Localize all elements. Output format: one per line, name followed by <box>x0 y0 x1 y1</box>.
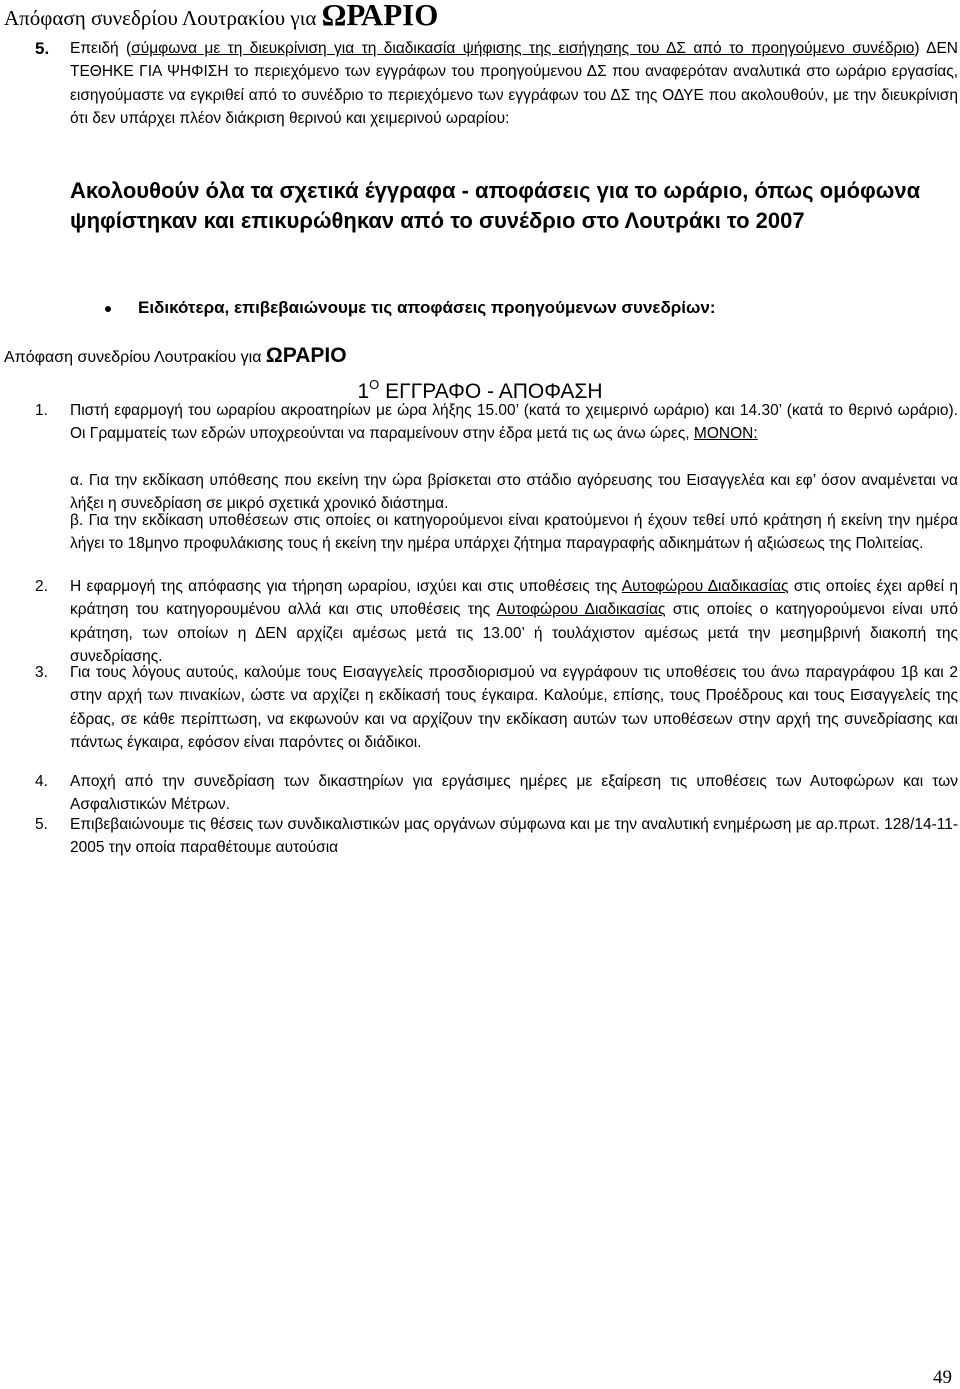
item-5-number: 5. <box>35 39 50 58</box>
item-2-text-2: στις οποίες έχει αρθεί η κράτηση του κατηγορουμένου αλλά και στις υποθέσεις της <box>70 578 958 619</box>
header-prefix: Απόφαση συνεδρίου Λουτρακίου για <box>4 6 317 30</box>
bullet-icon <box>105 306 111 312</box>
item-2-text-3: στις οποίες ο κατηγορούμενοι είναι υπό κράτηση, των οποίων η ΔΕΝ αρχίζει αμέσως μετά τις 13.00’ ή τουλάχιστον αμέσως μετά την μεσημβρινή διακοπή της συνεδρίασης. <box>70 601 958 665</box>
item-5-paragraph <box>70 37 958 130</box>
item-3-paragraph: Για τους λόγους αυτούς, καλούμε τους Εισαγγελείς προσδιορισμού να εγγράφουν τις υποθέσεις του άνω παραγράφου 1β και 2 στην αρχή των πινακίων, ώστε να αρχίζει η εκδίκασή τους έγκαιρα. Καλούμε, επίσης, τους Προέδρους και τους Εισαγγελείς της έδρας, σε κάθε περίπτωση, να εκφωνούν και να αρχίζουν την εκδίκαση αυτών των υποθέσεων στην αρχή της συνεδρίασης και πάντως έγκαιρα, εφόσον είναι παρόντες οι διάδικοι. <box>70 664 958 751</box>
decision-topic: ΩΡΑΡΙΟ <box>265 344 347 367</box>
bold-heading: Ακολουθούν όλα τα σχετικά έγγραφα - αποφάσεις για το ωράριο, όπως ομόφωνα ψηφίστηκαν και επικυρώθηκαν από το συνέδριο στο Λουτράκι το 2007 <box>70 178 921 233</box>
doc-title-superscript: Ο <box>369 377 380 392</box>
running-header <box>4 0 438 33</box>
item-2-underlined-2: Αυτοφώρου Διαδικασίας <box>496 601 666 619</box>
item-5-text-start: Επειδή ( <box>70 40 132 57</box>
item-4-paragraph: Αποχή από την συνεδρίαση των δικαστηρίων για εργάσιμες ημέρες με εξαίρεση τις υποθέσεις των Αυτοφώρων και των Ασφαλιστικών Μέτρων. <box>70 773 958 814</box>
item-3-number: 3. <box>35 664 48 681</box>
item-5-text-rest: ) ΔΕΝ ΤΕΘΗΚΕ ΓΙΑ ΨΗΦΙΣΗ το περιεχόμενο των εγγράφων του προηγούμενου ΔΣ που αναφερόταν αναλυτικά στο ωράριο εργασίας, εισηγούμαστε να εγκριθεί από το συνέδριο το περιεχόμενο των εγγράφων του ΔΣ της ΟΔΥΕ που ακολουθούν, με την διευκρίνιση ότι δεν υπάρχει πλέον διάκριση θερινού και χειμερινού ωραρίου: <box>70 40 958 127</box>
item-2-text-1: Η εφαρμογή της απόφασης για τήρηση ωραρίου, ισχύει και στις υποθέσεις της <box>70 578 622 595</box>
item-1-alpha: α. Για την εκδίκαση υπόθεσης που εκείνη την ώρα βρίσκεται στο στάδιο αγόρευσης του Εισαγγελέα και εφ’ όσον αναμένεται να λήξει η συνεδρίαση σε μικρό σχετικά χρονικό διάστημα. <box>70 472 958 513</box>
decision-line <box>4 345 347 369</box>
doc-title-number: 1 <box>357 380 370 403</box>
item-1-beta: β. Για την εκδίκαση υποθέσεων στις οποίες οι κατηγορούμενοι είναι κρατούμενοι ή έχουν τεθεί υπό κράτηση ή εκείνη την ημέρα λήγει το 18μηνο προφυλάκισης τους ή εκείνη την ημέρα υπάρχει ζήτημα παραγραφής αδικημάτων ή αξιώσεως της Πολιτείας. <box>70 512 958 553</box>
item-1-underlined: ΜΟΝΟΝ: <box>693 425 758 443</box>
item-1-text: Πιστή εφαρμογή του ωραρίου ακροατηρίων με ώρα λήξης 15.00’ (κατά το χειμερινό ωράριο) και 14.30’ (κατά το θερινό ωράριο). Οι Γραμματείς των εδρών υποχρεούνται να παραμείνουν στην έδρα μετά τις ως άνω ώρες, <box>70 402 958 443</box>
decision-prefix: Απόφαση συνεδρίου Λουτρακίου για <box>4 349 262 366</box>
header-topic: ΩΡΑΡΙΟ <box>321 0 439 32</box>
doc-title-text: ΕΓΓΡΑΦΟ - ΑΠΟΦΑΣΗ <box>385 380 603 403</box>
item-2-underlined-1: Αυτοφώρου Διαδικασίας <box>621 578 789 595</box>
item-2-paragraph <box>70 575 958 668</box>
item-5b-number: 5. <box>35 816 48 833</box>
item-5-underlined-text: σύμφωνα με τη διευκρίνιση για τη διαδικασία ψήφισης της εισήγησης του ΔΣ από το προηγούμενο συνέδριο <box>131 40 915 57</box>
item-2-number: 2. <box>35 578 48 595</box>
page-number: 49 <box>933 1367 952 1388</box>
item-1-paragraph <box>70 399 958 446</box>
bullet-text: Ειδικότερα, επιβεβαιώνουμε τις αποφάσεις προηγούμενων συνεδρίων: <box>138 298 716 317</box>
item-1-number: 1. <box>35 402 48 419</box>
item-4-number: 4. <box>35 773 48 790</box>
item-5b-paragraph: Επιβεβαιώνουμε τις θέσεις των συνδικαλιστικών μας οργάνων σύμφωνα και με την αναλυτική ενημέρωση με αρ.πρωτ. 128/14-11-2005 την οποία παραθέτουμε αυτούσια <box>70 816 958 857</box>
